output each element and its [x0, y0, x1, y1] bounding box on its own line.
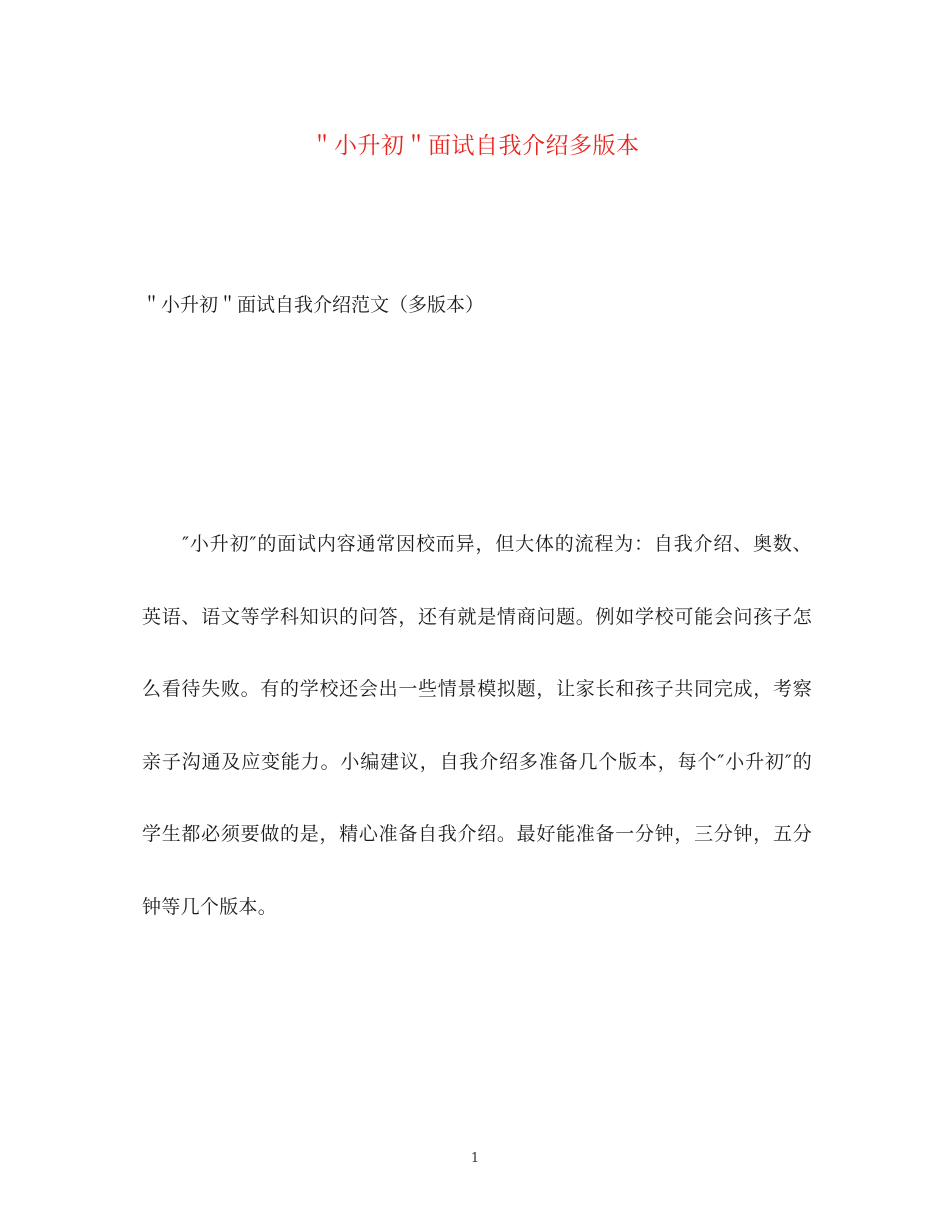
document-subtitle: ＂小升初＂面试自我介绍范文（多版本）	[142, 294, 485, 316]
page-number: 1	[470, 1151, 480, 1166]
body-paragraph: ″小升初″的面试内容通常因校而异，但大体的流程为：自我介绍、奥数、英语、语文等学科知识的问答，还有就是情商问题。例如学校可能会问孩子怎么看待失败。有的学校还会出一些情景模拟题，让家长和孩子共同完成，考察亲子沟通及应变能力。小编建议，自我介绍多准备几个版本，每个″小升初″的学生都必须要做的是，精心准备自我介绍。最好能准备一分钟，三分钟，五分钟等几个版本。	[142, 533, 812, 918]
page-title: ＂小升初＂面试自我介绍多版本	[310, 133, 640, 159]
